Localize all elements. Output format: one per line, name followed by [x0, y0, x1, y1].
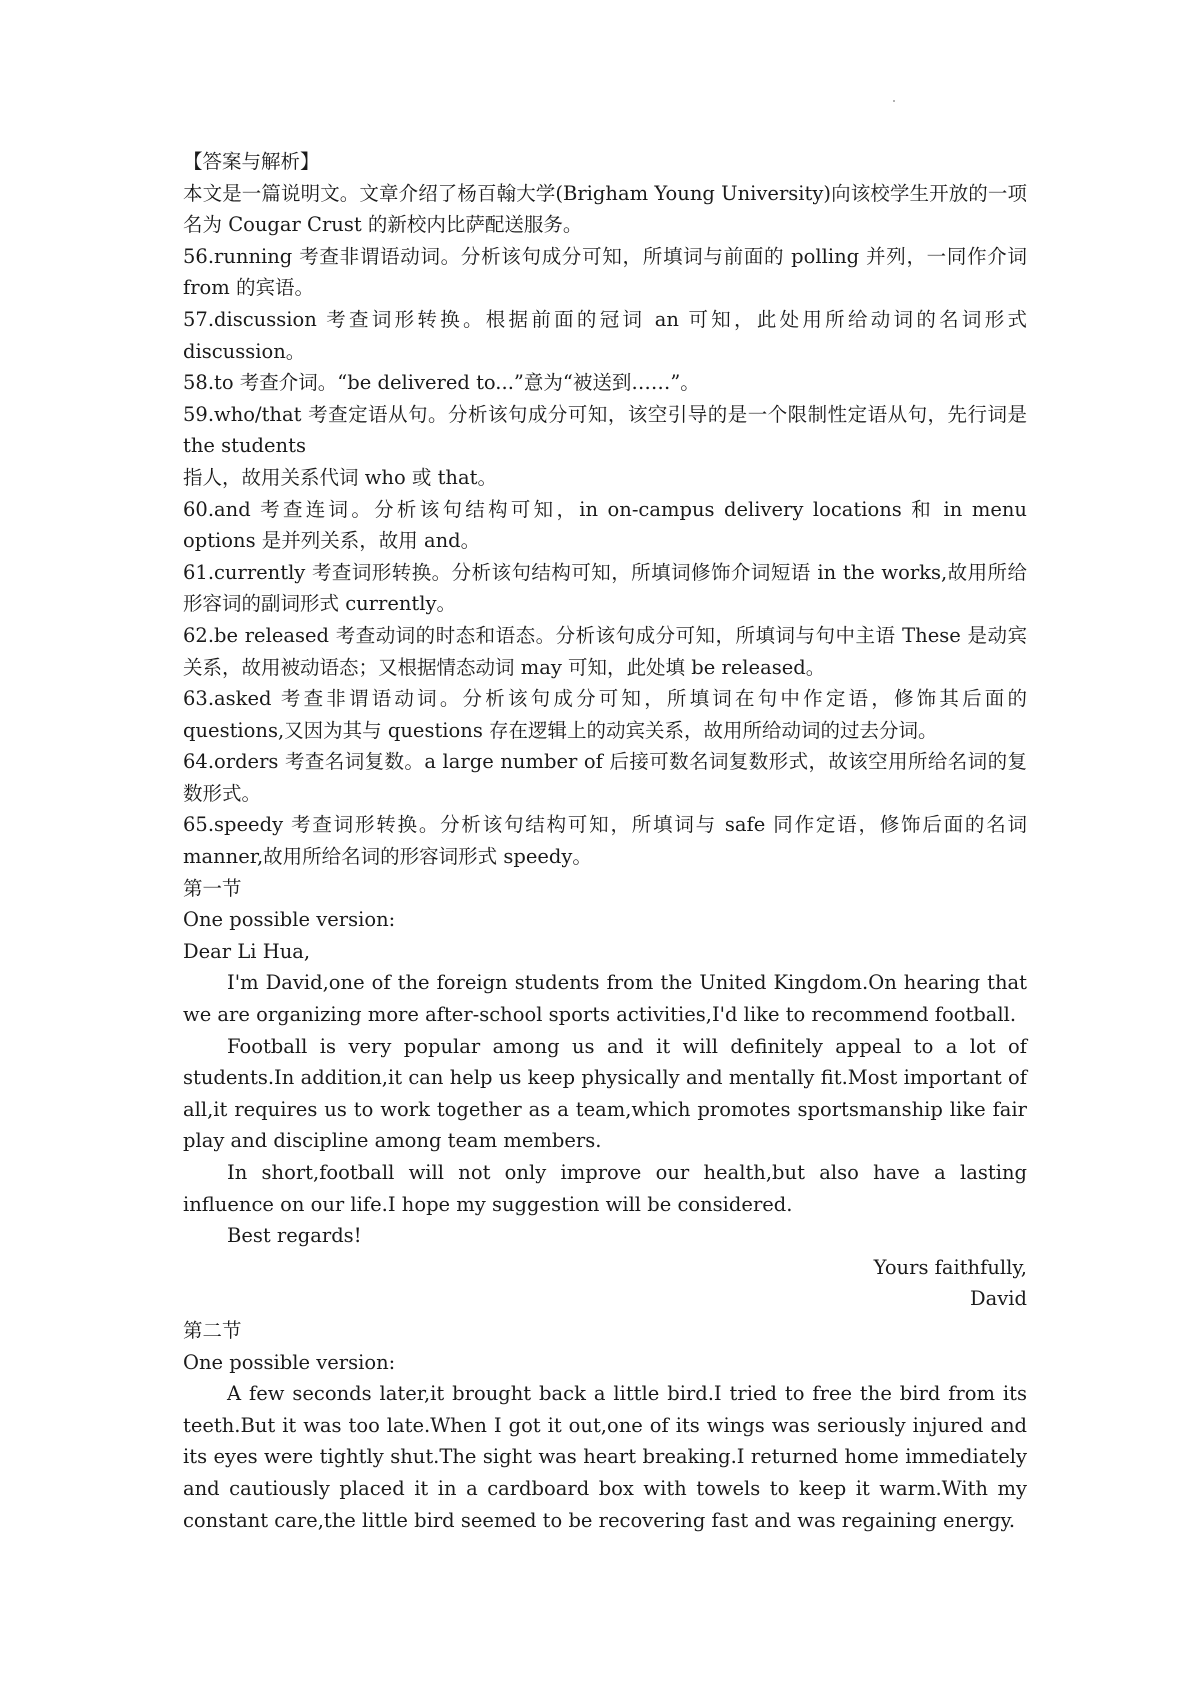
letter-paragraph: Best regards! [227, 1224, 362, 1248]
version-label: One possible version: [183, 908, 396, 932]
letter-closing: Yours faithfully, [873, 1255, 1027, 1279]
letter-signature: David [970, 1287, 1027, 1311]
answer-item: 61.currently 考查词形转换。分析该句结构可知，所填词修饰介词短语 in the works,故用所给形容词的副词形式 currently。 [183, 560, 1027, 616]
answer-item: 58.to 考查介词。“be delivered to...”意为“被送到……”。 [183, 371, 700, 395]
answer-item: 65.speedy 考查词形转换。分析该句结构可知，所填词与 safe 同作定语，修饰后面的名词 manner,故用所给名词的形容词形式 speedy。 [183, 813, 1027, 869]
story-paragraph: A few seconds later,it brought back a little bird.I tried to free the bird from its teeth.But it was too late.When I got it out,one of its wings was seriously injured and its eyes were tightly shut.The sight was heart breaking.I returned home immediately and cautiously placed it in a cardboard box with towels to keep it warm.With my constant care,the little bird seemed to be recovering fast and was regaining energy. [183, 1382, 1027, 1532]
answer-item: 64.orders 考查名词复数。a large number of 后接可数名词复数形式，故该空用所给名词的复数形式。 [183, 750, 1027, 805]
answer-item: 63.asked 考查非谓语动词。分析该句成分可知，所填词在句中作定语，修饰其后面的 questions,又因为其与 questions 存在逻辑上的动宾关系，故用所给动词的过去分词。 [183, 687, 1027, 742]
answer-heading: 【答案与解析】 [183, 150, 320, 173]
letter-paragraph: In short,football will not only improve our health,but also have a lasting influence on our life.I hope my suggestion will be considered. [183, 1161, 1027, 1216]
section-title: 第一节 [183, 876, 242, 900]
passage-summary: 本文是一篇说明文。文章介绍了杨百翰大学(Brigham Young University)向该校学生开放的一项名为 Cougar Crust 的新校内比萨配送服务。 [183, 181, 1027, 237]
answer-item: 59.who/that 考查定语从句。分析该句成分可知，该空引导的是一个限制性定语从句，先行词是 the students [183, 402, 1027, 458]
version-label: One possible version: [183, 1350, 396, 1374]
scan-speck [893, 100, 895, 102]
answer-item: 57.discussion 考查词形转换。根据前面的冠词 an 可知，此处用所给动词的名词形式 discussion。 [183, 307, 1027, 363]
answer-item: 60.and 考查连词。分析该句结构可知，in on-campus delivery locations 和 in menu options 是并列关系，故用 and。 [183, 497, 1027, 553]
document-page [183, 146, 1027, 1536]
letter-greeting: Dear Li Hua, [183, 939, 311, 963]
section-title: 第二节 [183, 1318, 242, 1342]
answer-item: 指人，故用关系代词 who 或 that。 [183, 465, 497, 489]
letter-paragraph: Football is very popular among us and it will definitely appeal to a lot of students.In addition,it can help us keep physically and mentally fit.Most important of all,it requires us to work together as a team,which promotes sportsmanship like fair play and discipline among team members. [183, 1034, 1027, 1153]
letter-paragraph: I'm David,one of the foreign students from the United Kingdom.On hearing that we are organizing more after-school sports activities,I'd like to recommend football. [183, 971, 1027, 1027]
answer-item: 56.running 考查非谓语动词。分析该句成分可知，所填词与前面的 polling 并列，一同作介词 from 的宾语。 [183, 244, 1027, 300]
answer-item: 62.be released 考查动词的时态和语态。分析该句成分可知，所填词与句中主语 These 是动宾关系，故用被动语态；又根据情态动词 may 可知，此处填 be released。 [183, 623, 1027, 679]
